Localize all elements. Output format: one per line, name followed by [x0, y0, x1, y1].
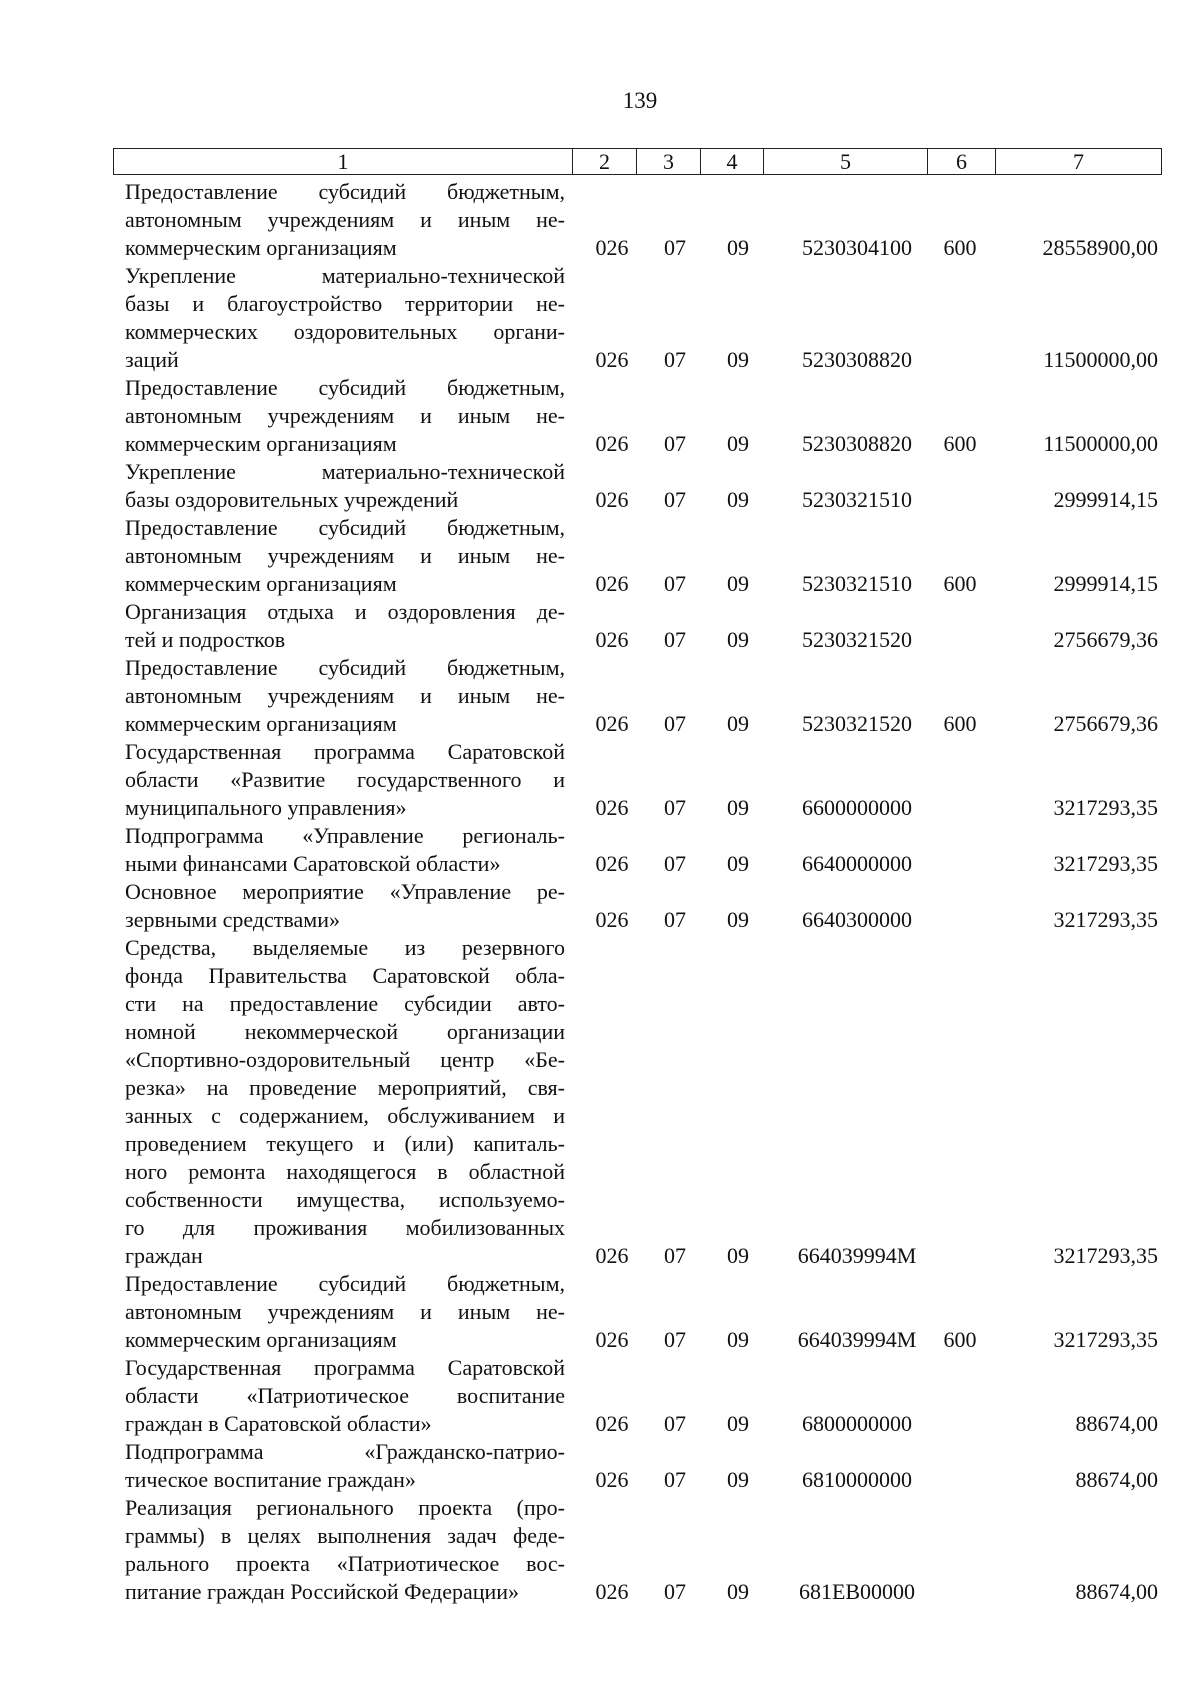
cell-c7: 11500000,00: [1043, 347, 1158, 372]
header-col-6: 6: [928, 149, 996, 175]
cell-c5: 6810000000: [802, 1467, 912, 1492]
description-line: Укрепление материально-технической: [125, 263, 565, 288]
header-col-5: 5: [764, 149, 928, 175]
description-line: фонда Правительства Саратовской обла-: [125, 963, 565, 988]
cell-c7: 3217293,35: [1053, 907, 1158, 932]
description-line: Подпрограмма «Управление региональ-: [125, 823, 565, 848]
header-col-3: 3: [637, 149, 701, 175]
cell-c4: 09: [727, 1327, 749, 1352]
cell-c3: 07: [664, 1467, 686, 1492]
row-description: [125, 1494, 565, 1606]
cell-c5: 664039994М: [797, 1327, 917, 1352]
row-description: [125, 598, 565, 654]
table-row: [0, 1438, 1200, 1494]
cell-c5: 6800000000: [802, 1411, 912, 1436]
description-line: коммерческим организациям: [125, 235, 397, 260]
cell-c3: 07: [664, 487, 686, 512]
cell-c4: 09: [727, 347, 749, 372]
cell-c6: 600: [943, 235, 977, 260]
row-description: [125, 178, 565, 262]
description-line: Предоставление субсидий бюджетным,: [125, 179, 565, 204]
cell-c7: 88674,00: [1075, 1467, 1158, 1492]
cell-c6: [935, 1242, 985, 1270]
description-line: собственности имущества, используемо-: [125, 1187, 565, 1212]
cell-c3: 07: [664, 1327, 686, 1352]
cell-c5: 6640300000: [802, 907, 912, 932]
cell-c4: 09: [727, 487, 749, 512]
cell-c6: 600: [943, 571, 977, 596]
description-line: Предоставление субсидий бюджетным,: [125, 515, 565, 540]
cell-c6: [935, 1578, 985, 1606]
cell-c2: 026: [595, 235, 629, 260]
description-line: коммерческим организациям: [125, 1327, 397, 1352]
row-description: [125, 1354, 565, 1438]
description-line: номной некоммерческой организации: [125, 1019, 565, 1044]
row-description: [125, 374, 565, 458]
cell-c7: 2756679,36: [1053, 711, 1158, 736]
table-row: [0, 878, 1200, 934]
cell-c3: 07: [664, 235, 686, 260]
table-header: [113, 148, 1162, 175]
table-row: [0, 1494, 1200, 1606]
row-description: [125, 458, 565, 514]
row-description: [125, 822, 565, 878]
row-description: [125, 1438, 565, 1494]
description-line: питание граждан Российской Федерации»: [125, 1579, 520, 1604]
description-line: автономным учреждениям и иным не-: [125, 403, 565, 428]
row-description: [125, 654, 565, 738]
row-description: [125, 514, 565, 598]
description-line: Подпрограмма «Гражданско-патрио-: [125, 1439, 565, 1464]
description-line: Государственная программа Саратовской: [125, 739, 565, 764]
description-line: коммерческим организациям: [125, 711, 397, 736]
cell-c5: 5230308820: [802, 347, 912, 372]
row-description: [125, 878, 565, 934]
description-line: тическое воспитание граждан»: [125, 1467, 416, 1492]
cell-c2: 026: [595, 1243, 629, 1268]
cell-c4: 09: [727, 711, 749, 736]
description-line: автономным учреждениям и иным не-: [125, 207, 565, 232]
cell-c6: [935, 906, 985, 934]
cell-c3: 07: [664, 627, 686, 652]
cell-c7: 2999914,15: [1053, 487, 1158, 512]
description-line: граждан: [125, 1243, 203, 1268]
description-line: коммерческих оздоровительных органи-: [125, 319, 565, 344]
cell-c2: 026: [595, 1467, 629, 1492]
cell-c4: 09: [727, 907, 749, 932]
cell-c5: 5230321520: [802, 627, 912, 652]
cell-c2: 026: [595, 571, 629, 596]
table-row: [0, 822, 1200, 878]
row-description: [125, 738, 565, 822]
description-line: ными финансами Саратовской области»: [125, 851, 501, 876]
description-line: Предоставление субсидий бюджетным,: [125, 655, 565, 680]
description-line: коммерческим организациям: [125, 571, 397, 596]
cell-c3: 07: [664, 795, 686, 820]
cell-c2: 026: [595, 795, 629, 820]
cell-c6: [935, 794, 985, 822]
table-row: [0, 458, 1200, 514]
cell-c7: 3217293,35: [1053, 851, 1158, 876]
cell-c2: 026: [595, 627, 629, 652]
cell-c7: 3217293,35: [1053, 1327, 1158, 1352]
description-line: сти на предоставление субсидии авто-: [125, 991, 565, 1016]
cell-c4: 09: [727, 851, 749, 876]
cell-c3: 07: [664, 347, 686, 372]
cell-c5: 5230321510: [802, 487, 912, 512]
cell-c6: [935, 1410, 985, 1438]
cell-c2: 026: [595, 431, 629, 456]
description-line: базы оздоровительных учреждений: [125, 487, 459, 512]
description-line: Организация отдыха и оздоровления де-: [125, 599, 565, 624]
cell-c5: 664039994М: [797, 1243, 917, 1268]
table-row: [0, 1270, 1200, 1354]
description-line: граммы) в целях выполнения задач феде-: [125, 1523, 565, 1548]
description-line: области «Развитие государственного и: [125, 767, 565, 792]
cell-c3: 07: [664, 1243, 686, 1268]
description-line: Реализация регионального проекта (про-: [125, 1495, 565, 1520]
description-line: занных с содержанием, обслуживанием и: [125, 1103, 565, 1128]
cell-c7: 2999914,15: [1053, 571, 1158, 596]
page-number: 139: [622, 88, 658, 113]
description-line: рального проекта «Патриотическое вос-: [125, 1551, 565, 1576]
header-row: [114, 149, 1162, 175]
cell-c6: [935, 1466, 985, 1494]
description-line: заций: [125, 347, 179, 372]
description-line: базы и благоустройство территории не-: [125, 291, 565, 316]
description-line: автономным учреждениям и иным не-: [125, 543, 565, 568]
description-line: автономным учреждениям и иным не-: [125, 1299, 565, 1324]
cell-c2: 026: [595, 1579, 629, 1604]
table-row: [0, 934, 1200, 1270]
cell-c3: 07: [664, 851, 686, 876]
cell-c4: 09: [727, 1467, 749, 1492]
description-line: зервными средствами»: [125, 907, 340, 932]
row-description: [125, 1270, 565, 1354]
cell-c3: 07: [664, 711, 686, 736]
cell-c2: 026: [595, 711, 629, 736]
description-line: коммерческим организациям: [125, 431, 397, 456]
cell-c4: 09: [727, 571, 749, 596]
description-line: муниципального управления»: [125, 795, 407, 820]
cell-c3: 07: [664, 1579, 686, 1604]
description-line: Предоставление субсидий бюджетным,: [125, 1271, 565, 1296]
cell-c5: 5230304100: [802, 235, 912, 260]
table-row: [0, 178, 1200, 262]
cell-c4: 09: [727, 1243, 749, 1268]
cell-c6: [935, 850, 985, 878]
cell-c3: 07: [664, 907, 686, 932]
header-col-7: 7: [996, 149, 1162, 175]
cell-c2: 026: [595, 487, 629, 512]
cell-c7: 88674,00: [1075, 1579, 1158, 1604]
table-row: [0, 374, 1200, 458]
description-line: тей и подростков: [125, 627, 286, 652]
cell-c3: 07: [664, 1411, 686, 1436]
description-line: Средства, выделяемые из резервного: [125, 935, 565, 960]
table-row: [0, 514, 1200, 598]
cell-c4: 09: [727, 1411, 749, 1436]
header-col-2: 2: [573, 149, 637, 175]
cell-c5: 6640000000: [802, 851, 912, 876]
cell-c6: 600: [943, 711, 977, 736]
description-line: «Спортивно-оздоровительный центр «Бе-: [125, 1047, 565, 1072]
cell-c3: 07: [664, 431, 686, 456]
cell-c7: 88674,00: [1075, 1411, 1158, 1436]
cell-c4: 09: [727, 1579, 749, 1604]
table-body: [0, 178, 1200, 1606]
cell-c6: 600: [943, 431, 977, 456]
row-description: [125, 934, 565, 1270]
table-row: [0, 262, 1200, 374]
header-col-1: 1: [114, 149, 573, 175]
description-line: проведением текущего и (или) капиталь-: [125, 1131, 565, 1156]
cell-c5: 681EB00000: [798, 1579, 916, 1604]
cell-c5: 5230308820: [802, 431, 912, 456]
cell-c2: 026: [595, 1411, 629, 1436]
cell-c5: 6600000000: [802, 795, 912, 820]
description-line: резка» на проведение мероприятий, свя-: [125, 1075, 565, 1100]
table-row: [0, 738, 1200, 822]
cell-c5: 5230321520: [802, 711, 912, 736]
cell-c2: 026: [595, 851, 629, 876]
description-line: граждан в Саратовской области»: [125, 1411, 432, 1436]
table-row: [0, 1354, 1200, 1438]
cell-c4: 09: [727, 235, 749, 260]
description-line: области «Патриотическое воспитание: [125, 1383, 565, 1408]
row-description: [125, 262, 565, 374]
description-line: го для проживания мобилизованных: [125, 1215, 565, 1240]
cell-c3: 07: [664, 571, 686, 596]
cell-c6: [935, 626, 985, 654]
cell-c2: 026: [595, 347, 629, 372]
cell-c7: 11500000,00: [1043, 431, 1158, 456]
description-line: Государственная программа Саратовской: [125, 1355, 565, 1380]
cell-c6: 600: [943, 1327, 977, 1352]
description-line: Основное мероприятие «Управление ре-: [125, 879, 565, 904]
cell-c6: [935, 346, 985, 374]
cell-c2: 026: [595, 1327, 629, 1352]
cell-c7: 3217293,35: [1053, 1243, 1158, 1268]
description-line: автономным учреждениям и иным не-: [125, 683, 565, 708]
cell-c4: 09: [727, 795, 749, 820]
cell-c6: [935, 486, 985, 514]
cell-c2: 026: [595, 907, 629, 932]
cell-c4: 09: [727, 627, 749, 652]
table-row: [0, 598, 1200, 654]
description-line: Предоставление субсидий бюджетным,: [125, 375, 565, 400]
header-col-4: 4: [701, 149, 764, 175]
cell-c5: 5230321510: [802, 571, 912, 596]
cell-c4: 09: [727, 431, 749, 456]
cell-c7: 3217293,35: [1053, 795, 1158, 820]
description-line: Укрепление материально-технической: [125, 459, 565, 484]
cell-c7: 28558900,00: [1042, 235, 1158, 260]
description-line: ного ремонта находящегося в областной: [125, 1159, 565, 1184]
table-row: [0, 654, 1200, 738]
cell-c7: 2756679,36: [1053, 627, 1158, 652]
